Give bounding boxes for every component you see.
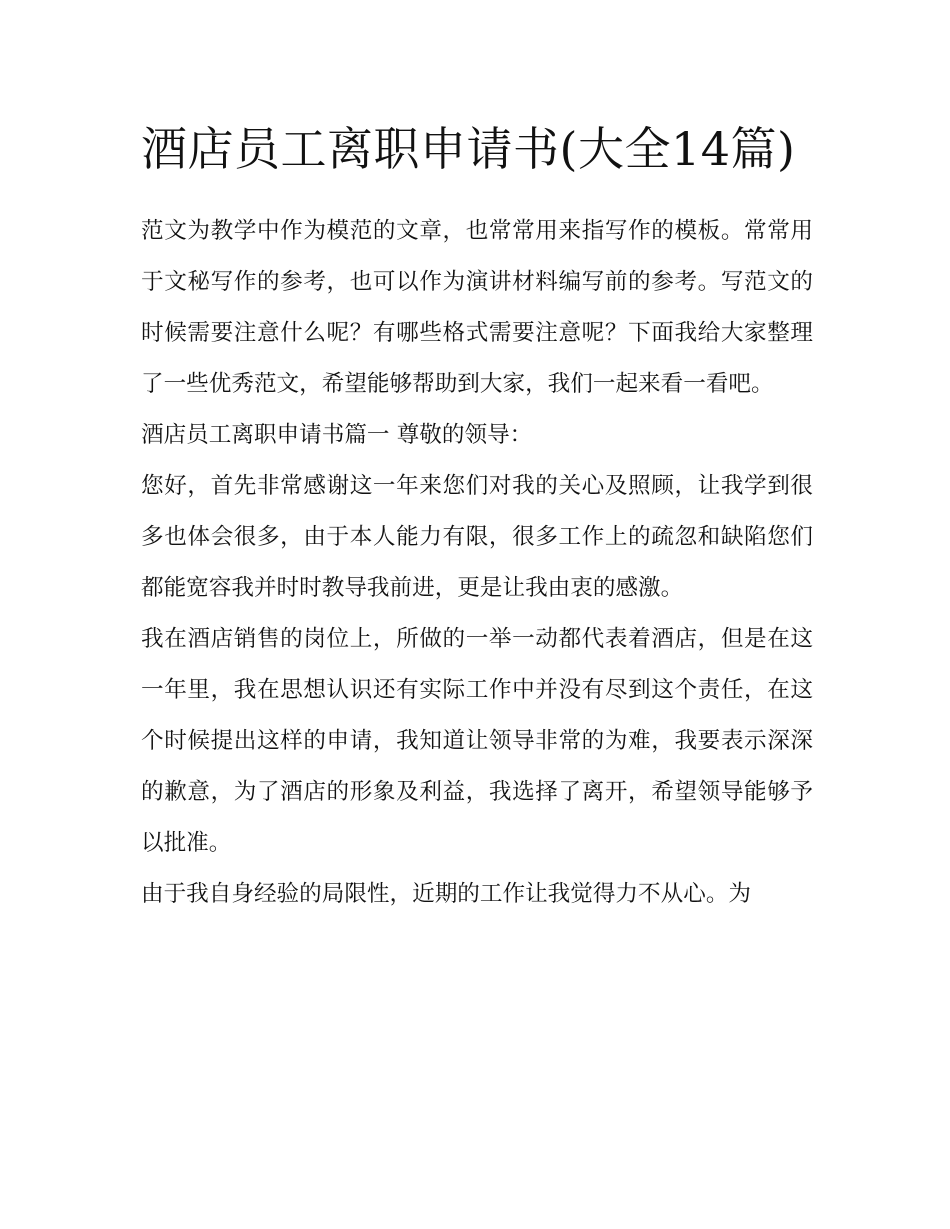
intro-paragraph: 范文为教学中作为模范的文章，也常常用来指写作的模板。常常用于文秘写作的参考，也可以作为演讲材料编写前的参考。写范文的时候需要注意什么呢？有哪些格式需要注意呢？下面我给大家整理了一些优秀范文，希望能够帮助到大家，我们一起来看一看吧。: [141, 218, 813, 397]
body-paragraph: 我在酒店销售的岗位上，所做的一举一动都代表着酒店，但是在这一年里，我在思想认识还有实际工作中并没有尽到这个责任，在这个时候提出这样的申请，我知道让领导非常的为难，我要表示深深的歉意，为了酒店的形象及利益，我选择了离开，希望领导能够予以批准。: [141, 626, 813, 856]
section-heading-paragraph: 酒店员工离职申请书篇一 尊敬的领导：: [141, 422, 533, 448]
body-paragraph: 由于我自身经验的局限性，近期的工作让我觉得力不从心。为: [141, 881, 752, 907]
document-title: 酒店员工离职申请书(大全14篇): [141, 122, 796, 176]
document-body: [141, 118, 813, 920]
body-paragraph: 您好，首先非常感谢这一年来您们对我的关心及照顾，让我学到很多也体会很多，由于本人能力有限，很多工作上的疏忽和缺陷您们都能宽容我并时时教导我前进，更是让我由衷的感激。: [141, 473, 813, 601]
